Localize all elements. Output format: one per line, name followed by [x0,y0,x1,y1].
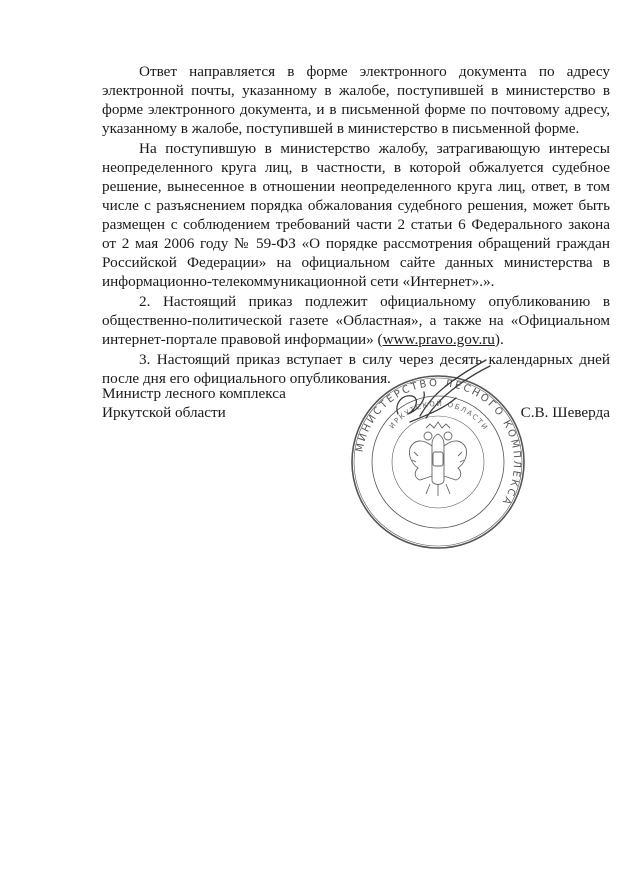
paragraph-answer-form: Ответ направляется в форме электронного документа по адресу электронной почты, указанному в жалобе, поступившей в министерство в форме электронного документа, и в письменной форме по почтовому адресу, указанному в жалобе, поступившей в министерство в письменной форме. [102,63,610,137]
paragraph-publication-text-before: 2. Настоящий приказ подлежит официальному опубликованию в общественно-политической газете «Областная», а также на «Официальном интернет-портале правовой информации» ( [102,293,610,348]
signer-position-line2: Иркутской области [102,404,226,421]
pravo-gov-link[interactable]: www.pravo.gov.ru [382,331,495,348]
paragraph-publication-text-after: ). [494,331,504,348]
signer-position-line1: Министр лесного комплекса [102,385,286,402]
paragraph-public-complaint: На поступившую в министерство жалобу, затрагивающую интересы неопределенного круга лиц, в частности, в которой обжалуется судебное решение, вынесенное в отношении неопределенного круга лиц, ответ, в том числе с разъяснением порядка обжалования судебного решения, может быть размещен с соблюдением требований части 2 статьи 6 Федерального закона от 2 мая 2006 году № 59-ФЗ «О порядке рассмотрения обращений граждан Российской Федерации» на официальном сайте данных министерства в информационно-телекоммуникационной сети «Интернет».». [102,140,610,290]
paragraph-effective-date: 3. Настоящий приказ вступает в силу через десять календарных дней после дня его официального опубликования. [102,351,610,387]
seal-inner-text: ИРКУТСКОЙ ОБЛАСТИ [387,399,490,433]
handwritten-signature [387,356,500,446]
signer-name: С.В. Шеверда [520,404,610,421]
document-body [102,62,610,389]
seal-outer-text: МИНИСТЕРСТВО ЛЕСНОГО КОМПЛЕКСА [354,377,523,508]
paragraph-publication [102,292,610,349]
